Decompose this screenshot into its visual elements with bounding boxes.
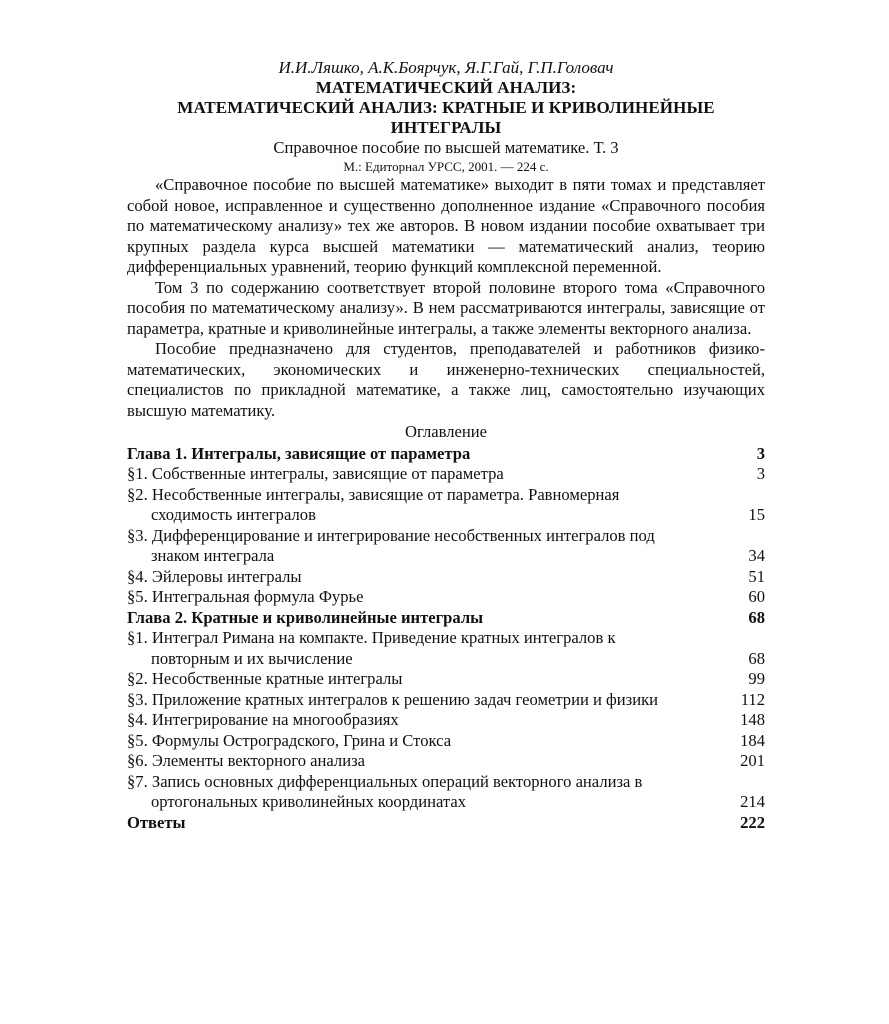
toc-entry xyxy=(127,628,765,669)
toc-entry-page: 184 xyxy=(740,730,765,750)
toc-entry-title: §7. Запись основных дифференциальных операций векторного анализа в xyxy=(127,771,643,791)
toc-entry-page: 3 xyxy=(756,464,765,483)
toc-entry xyxy=(127,485,765,526)
toc-entry-title: §2. Несобственные кратные интегралы xyxy=(127,669,403,688)
annotation-paragraph-3: Пособие предназначено для студентов, преподавателей и работников физико-математических, экономических и инженерно-технических специальностей, специалистов по прикладной математике, а также лиц, самостоятельно изучающих высшую математику. xyxy=(127,339,765,420)
toc-entry-title: §2. Несобственные интегралы, зависящие от параметра. Равномерная xyxy=(127,484,620,504)
toc-entry xyxy=(127,444,765,465)
table-of-contents xyxy=(127,444,765,834)
toc-entry-page: 222 xyxy=(740,812,765,832)
toc-entry xyxy=(127,587,765,608)
annotation-paragraph-2: Том 3 по содержанию соответствует второй половине второго тома «Справочного пособия по математическому анализу». В нем рассматриваются интегралы, зависящие от параметра, кратные и криволинейные интегралы, а также элементы векторного анализа. xyxy=(127,277,765,338)
imprint: М.: Едиторнал УРСС, 2001. — 224 с. xyxy=(343,159,549,174)
toc-entry-page: 214 xyxy=(740,792,765,811)
toc-entry-title: §5. Интегральная формула Фурье xyxy=(127,587,364,606)
title-line-3: ИНТЕГРАЛЫ xyxy=(390,118,502,137)
toc-entry-title-continuation: сходимость интегралов xyxy=(151,505,316,524)
toc-entry-title: §6. Элементы векторного анализа xyxy=(127,751,365,770)
toc-entry-page: 68 xyxy=(748,648,765,668)
title-line-1: МАТЕМАТИЧЕСКИЙ АНАЛИЗ: xyxy=(315,78,577,97)
toc-entry-title: §1. Интеграл Римана на компакте. Приведение кратных интегралов к xyxy=(127,628,616,647)
toc-entry-page: 99 xyxy=(748,669,765,688)
toc-entry-page: 51 xyxy=(748,566,765,586)
toc-entry-title-continuation: повторным и их вычисление xyxy=(151,648,353,668)
title-line-2: МАТЕМАТИЧЕСКИЙ АНАЛИЗ: КРАТНЫЕ И КРИВОЛИНЕЙНЫЕ xyxy=(177,98,715,117)
toc-entry-page: 201 xyxy=(740,751,765,770)
toc-entry-page: 112 xyxy=(740,689,765,709)
toc-entry-page: 148 xyxy=(740,710,765,729)
authors: И.И.Ляшко, А.К.Боярчук, Я.Г.Гай, Г.П.Головач xyxy=(278,58,614,77)
annotation-paragraph-1: «Справочное пособие по высшей математике» выходит в пяти томах и представляет собой новое, исправленное и существенно дополненное издание «Справочного пособия по математическому анализу» тех же авторов. В новом издании пособие охватывает три крупных раздела курса высшей математики — математический анализ, теорию дифференциальных уравнений, теорию функций комплексной переменной. xyxy=(127,175,765,276)
toc-entry-title: §5. Формулы Остроградского, Грина и Стокса xyxy=(127,730,452,750)
toc-entry-title: Глава 2. Кратные и криволинейные интегралы xyxy=(127,607,484,627)
toc-entry-page: 3 xyxy=(756,443,765,463)
toc-entry xyxy=(127,669,765,690)
toc-entry-page: 34 xyxy=(748,546,765,565)
toc-entry xyxy=(127,710,765,731)
toc-entry xyxy=(127,567,765,588)
toc-entry-title-continuation: ортогональных криволинейных координатах xyxy=(151,792,467,811)
toc-entry-title: §3. Дифференцирование и интегрирование несобственных интегралов под xyxy=(127,525,655,545)
toc-entry-title-continuation: знаком интеграла xyxy=(151,546,275,565)
toc-entry-title: Ответы xyxy=(127,812,186,832)
toc-entry-page: 60 xyxy=(748,587,765,606)
toc-entry xyxy=(127,772,765,813)
toc-entry xyxy=(127,526,765,567)
toc-entry-page: 68 xyxy=(748,607,765,627)
toc-entry xyxy=(127,731,765,752)
toc-entry-title: §4. Интегрирование на многообразиях xyxy=(127,710,399,729)
toc-entry xyxy=(127,464,765,485)
toc-entry-title: §3. Приложение кратных интегралов к решению задач геометрии и физики xyxy=(127,689,659,709)
toc-entry-title: §4. Эйлеровы интегралы xyxy=(127,566,302,586)
toc-entry xyxy=(127,608,765,629)
toc-entry-title: §1. Собственные интегралы, зависящие от параметра xyxy=(127,464,504,483)
toc-entry xyxy=(127,813,765,834)
toc-entry xyxy=(127,690,765,711)
toc-entry-title: Глава 1. Интегралы, зависящие от параметра xyxy=(127,443,471,463)
toc-entry xyxy=(127,751,765,772)
toc-entry-page: 15 xyxy=(748,505,765,524)
toc-heading: Оглавление xyxy=(405,422,487,441)
subtitle: Справочное пособие по высшей математике. Т. 3 xyxy=(273,138,619,157)
